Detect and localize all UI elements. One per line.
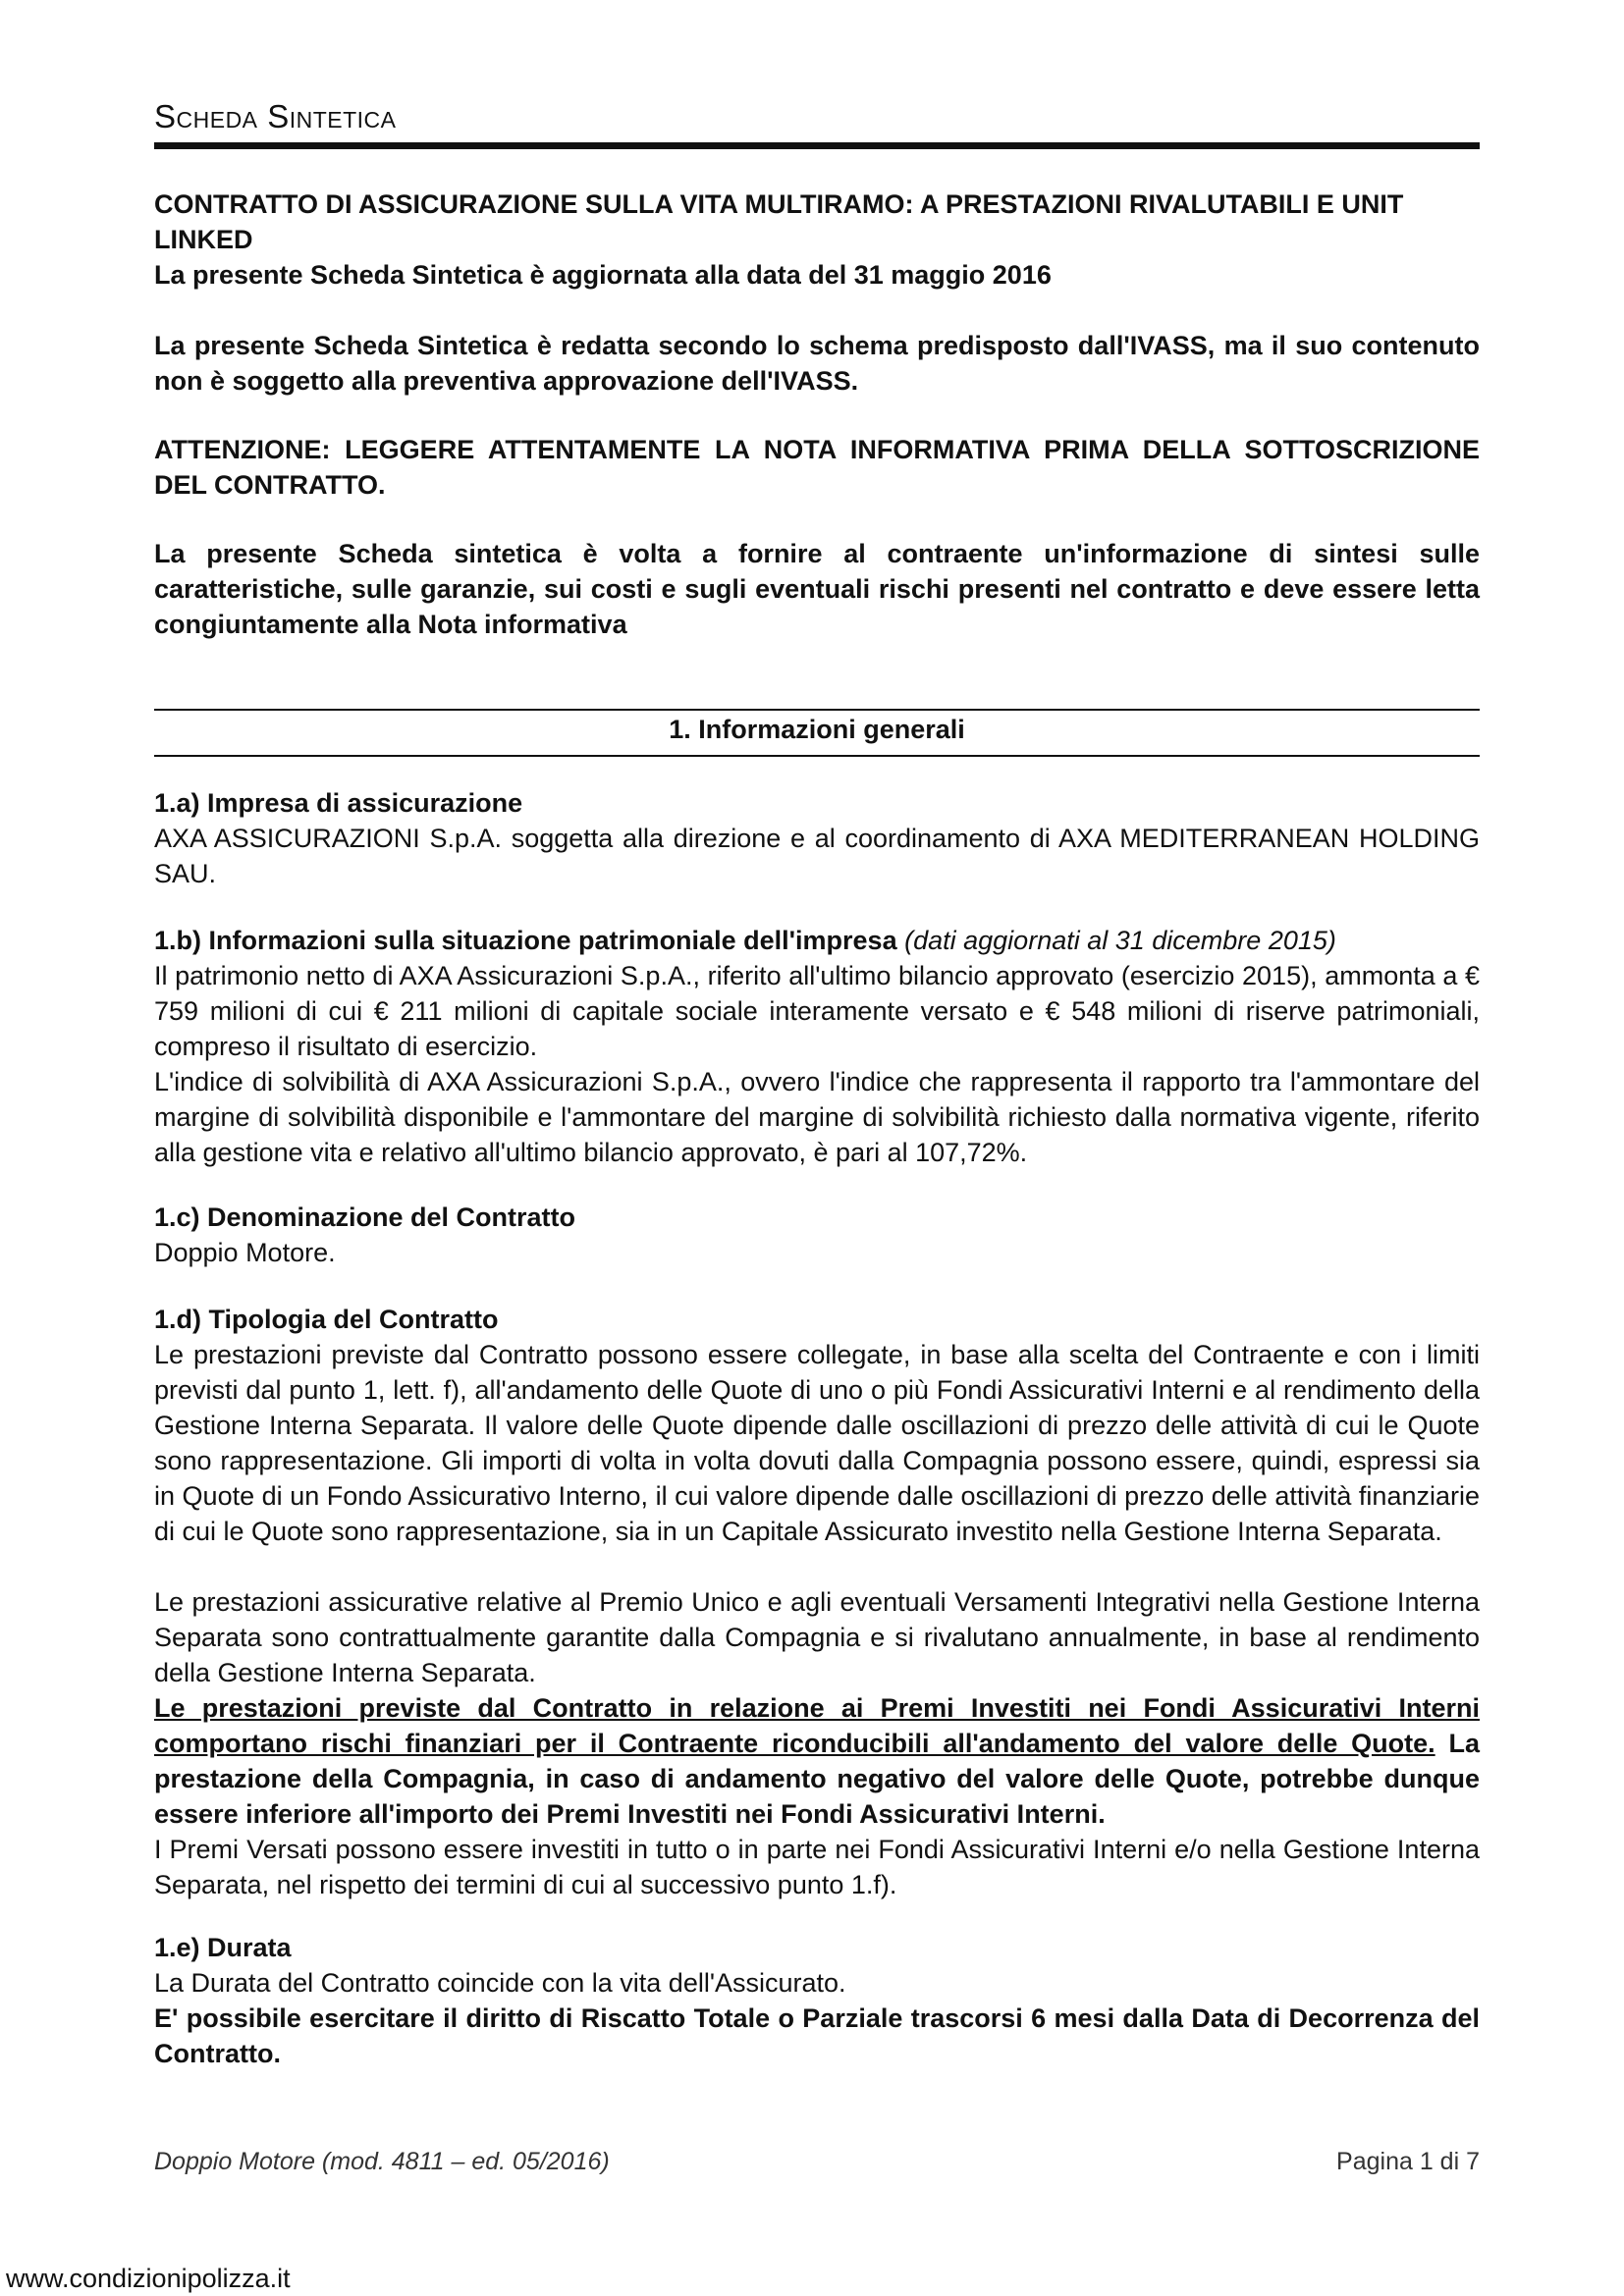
ivass-note: La presente Scheda Sintetica è redatta secondo lo schema predisposto dall'IVASS, ma il suo contenuto non è soggetto alla preventiva approvazione dell'IVASS. — [154, 331, 1480, 396]
text-1a: AXA ASSICURAZIONI S.p.A. soggetta alla direzione e al coordinamento di AXA MEDITERRANEAN HOLDING SAU. — [154, 824, 1480, 888]
purpose-note: La presente Scheda sintetica è volta a fornire al contraente un'informazione di sintesi sulle caratteristiche, sulle garanzie, sui costi e sugli eventuali rischi presenti nel contratto e deve essere letta congiuntamente alla Nota informativa — [154, 539, 1480, 639]
update-date: La presente Scheda Sintetica è aggiornata alla data del 31 maggio 2016 — [154, 260, 1052, 290]
section-header-box — [154, 709, 1480, 757]
document-page — [154, 0, 1480, 2296]
text-1c: Doppio Motore. — [154, 1238, 336, 1267]
text-1d-3-underlined: Le prestazioni previste dal Contratto in relazione ai Premi Investiti nei Fondi Assicurativi Interni comportano rischi finanziari per il Contraente riconducibili all'andamento del valore delle Quote. — [154, 1693, 1480, 1758]
contract-title: CONTRATTO DI ASSICURAZIONE SULLA VITA MULTIRAMO: A PRESTAZIONI RIVALUTABILI E UNIT LINKED — [154, 189, 1404, 254]
text-1b-2: L'indice di solvibilità di AXA Assicurazioni S.p.A., ovvero l'indice che rappresenta il rapporto tra l'ammontare del margine di solvibilità disponibile e l'ammontare del margine di solvibilità richiesto dalla normativa vigente, riferito alla gestione vita e relativo all'ultimo bilancio approvato, è pari al 107,72%. — [154, 1067, 1480, 1167]
watermark-url: www.condizionipolizza.it — [6, 2264, 291, 2293]
text-1d-1: Le prestazioni previste dal Contratto possono essere collegate, in base alla scelta del Contraente e con i limiti previsti dal punto 1, lett. f), all'andamento delle Quote di uno o più Fondi Assicurativi Interni e al rendimento della Gestione Interna Separata. Il valore delle Quote dipende dalle oscillazioni di prezzo delle attività di cui le Quote sono rappresentazione. Gli importi di volta in volta dovuti dalla Compagnia possono essere, quindi, espressi sia in Quote di un Fondo Assicurativo Interno, il cui valore dipende dalle oscillazioni di prezzo delle attività finanziarie di cui le Quote sono rappresentazione, sia in un Capitale Assicurato investito nella Gestione Interna Separata. — [154, 1340, 1480, 1546]
attention-note: ATTENZIONE: LEGGERE ATTENTAMENTE LA NOTA INFORMATIVA PRIMA DELLA SOTTOSCRIZIONE DEL CONTRATTO. — [154, 435, 1480, 500]
text-1d-3-row — [154, 1690, 1480, 1832]
heading-1c: 1.c) Denominazione del Contratto — [154, 1202, 576, 1232]
section-title: 1. Informazioni generali — [669, 715, 965, 744]
header-title: Scheda Sintetica — [154, 98, 397, 134]
heading-1d: 1.d) Tipologia del Contratto — [154, 1305, 499, 1334]
text-1b-1: Il patrimonio netto di AXA Assicurazioni S.p.A., riferito all'ultimo bilancio approvato (esercizio 2015), ammonta a € 759 milioni di cui € 211 milioni di capitale sociale interamente versato e € 548 milioni di riserve patrimoniali, compreso il risultato di esercizio. — [154, 961, 1480, 1061]
text-1e-2: E' possibile esercitare il diritto di Riscatto Totale o Parziale trascorsi 6 mesi dalla Data di Decorrenza del Contratto. — [154, 2003, 1480, 2068]
heading-1b-note: (dati aggiornati al 31 dicembre 2015) — [904, 926, 1336, 955]
text-1d-4: I Premi Versati possono essere investiti in tutto o in parte nei Fondi Assicurativi Interni e/o nella Gestione Interna Separata, nel rispetto dei termini di cui al successivo punto 1.f). — [154, 1835, 1480, 1899]
heading-1b-row — [154, 923, 1480, 958]
heading-1e: 1.e) Durata — [154, 1933, 292, 1962]
heading-1b: 1.b) Informazioni sulla situazione patrimoniale dell'impresa — [154, 926, 897, 955]
heading-1a: 1.a) Impresa di assicurazione — [154, 788, 523, 818]
header-rule — [154, 142, 1480, 149]
text-1d-2: Le prestazioni assicurative relative al Premio Unico e agli eventuali Versamenti Integrativi nella Gestione Interna Separata sono contrattualmente garantite dalla Compagnia e si rivalutano annualmente, in base al rendimento della Gestione Interna Separata. — [154, 1587, 1480, 1687]
footer-document-id: Doppio Motore (mod. 4811 – ed. 05/2016) — [154, 2148, 610, 2175]
text-1d-3-bold: La prestazione della Compagnia, in caso di andamento negativo del valore delle Quote, potrebbe dunque essere inferiore all'importo dei Premi Investiti nei Fondi Assicurativi Interni. — [154, 1729, 1480, 1829]
footer-page-number: Pagina 1 di 7 — [1336, 2148, 1480, 2175]
text-1e-1: La Durata del Contratto coincide con la vita dell'Assicurato. — [154, 1968, 846, 1998]
